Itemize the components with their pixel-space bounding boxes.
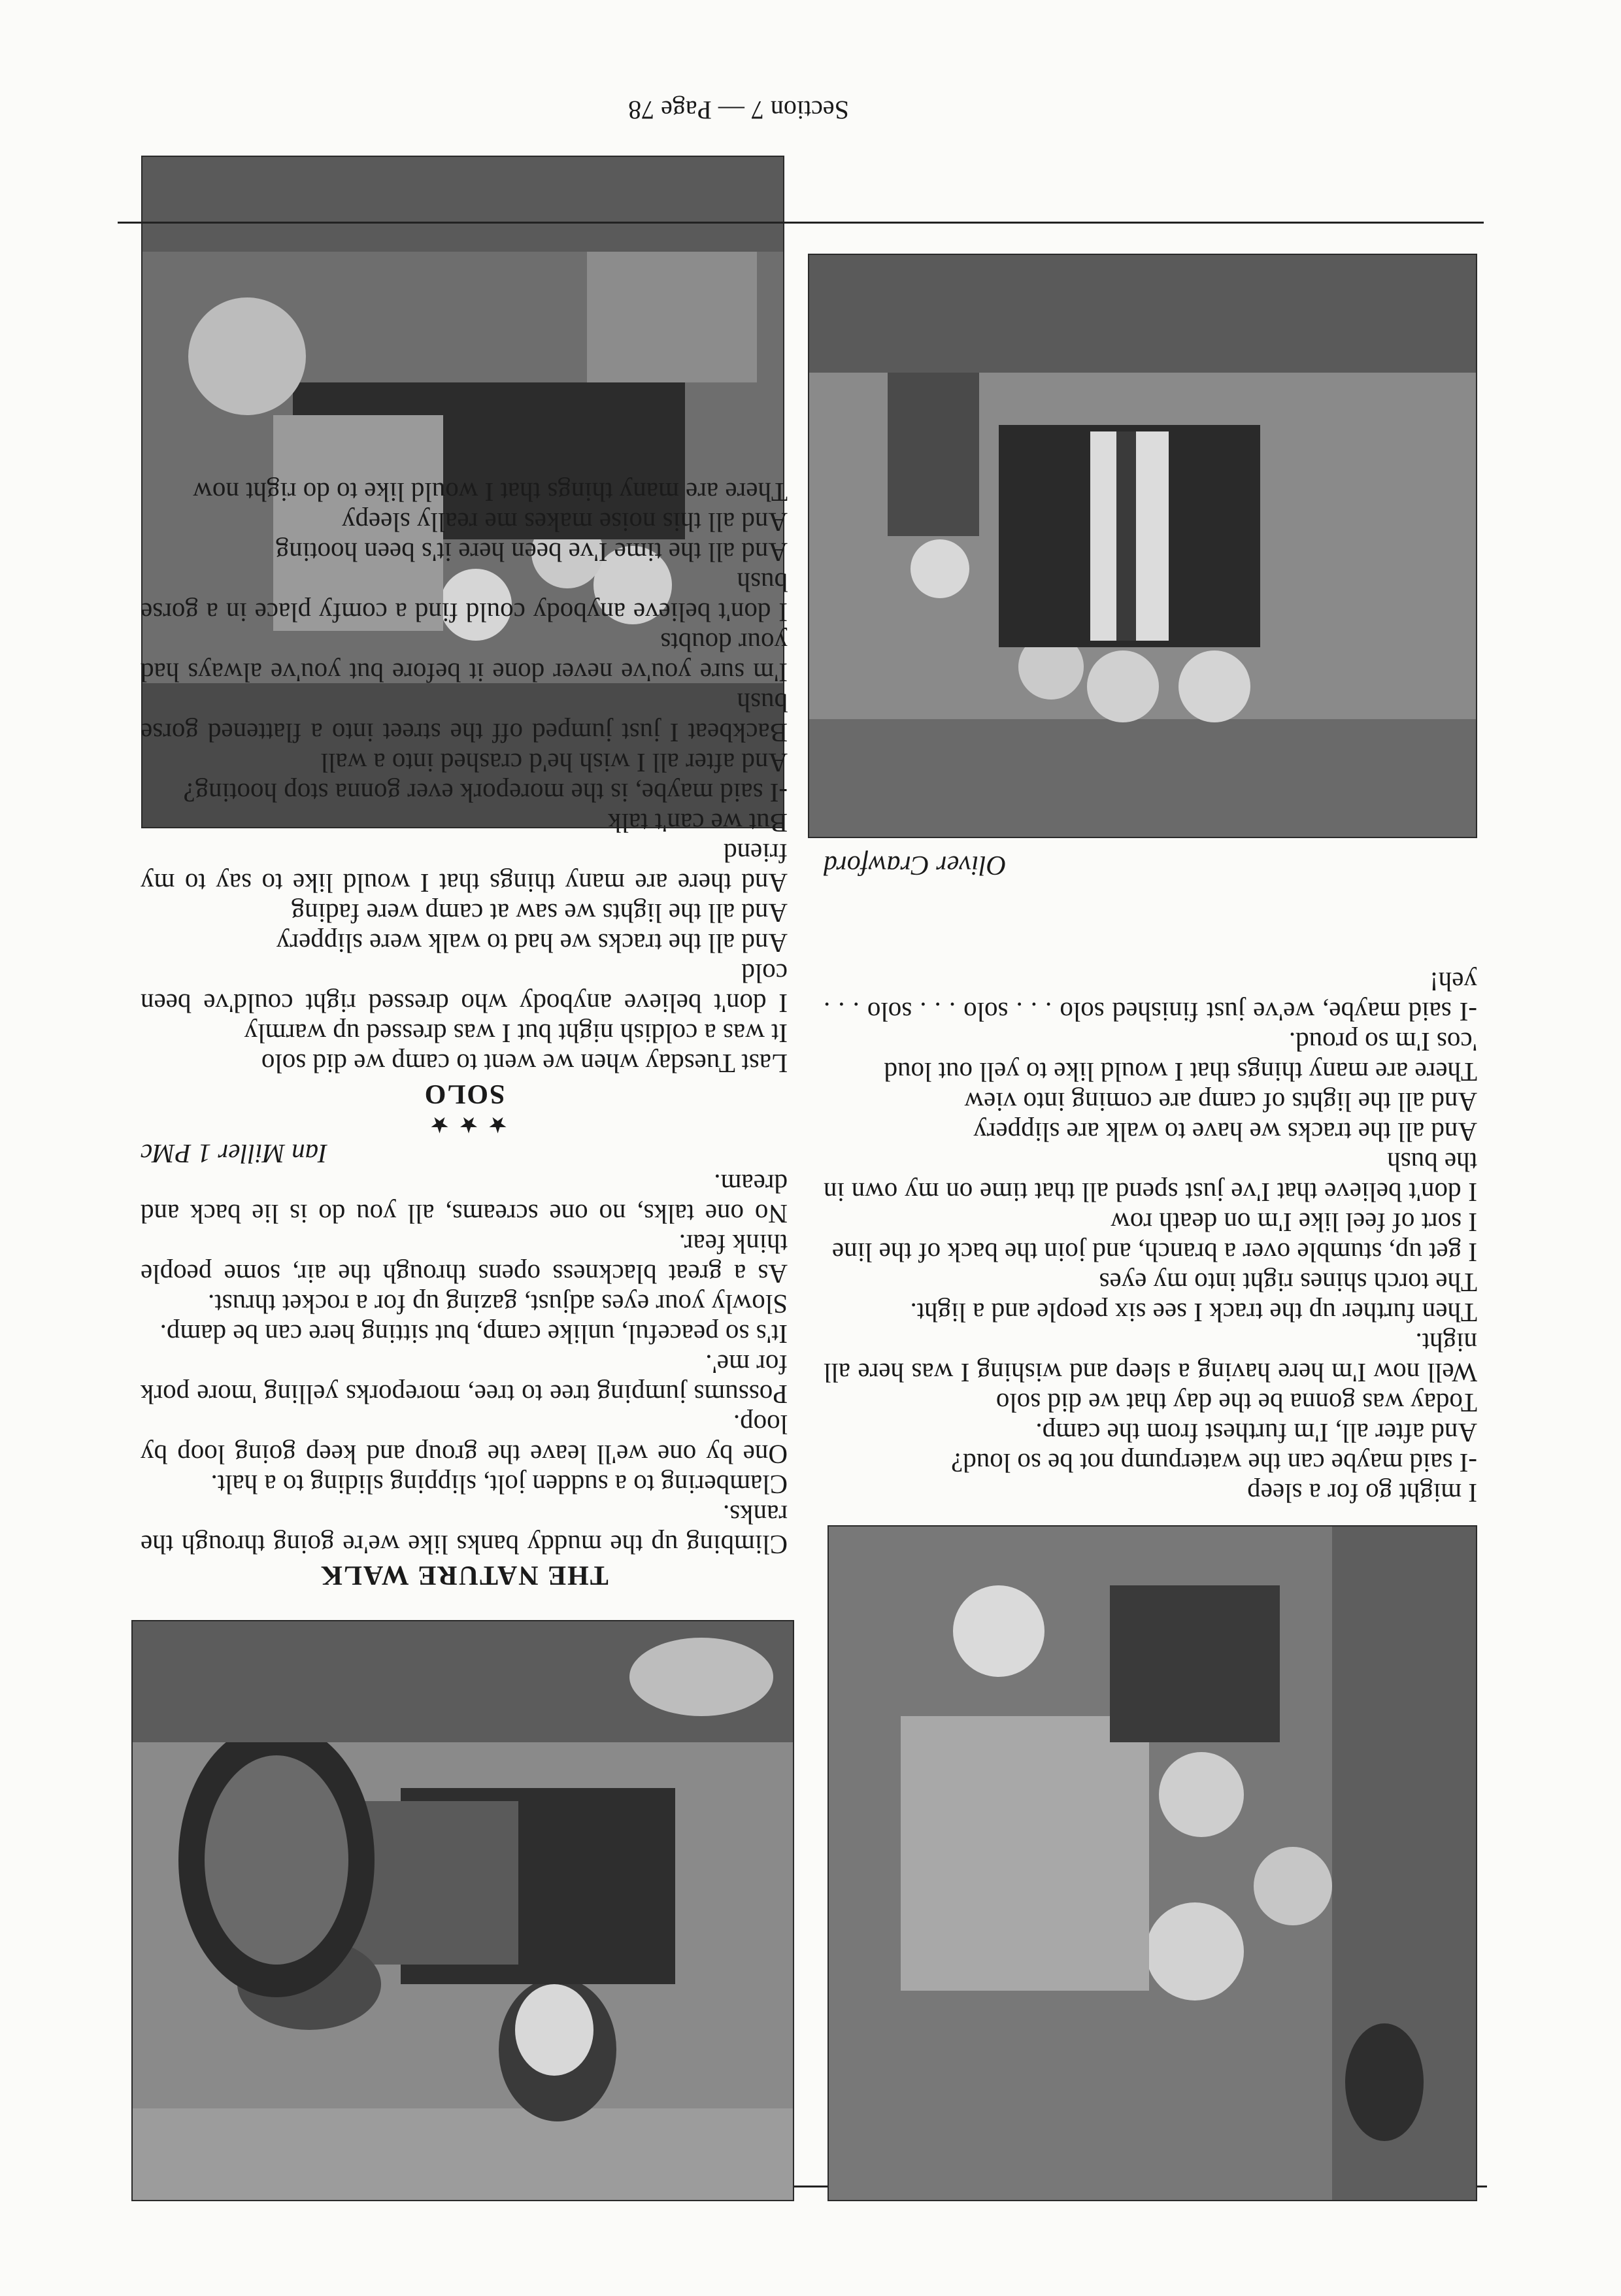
poem-line: Possums jumping tree to tree, moreporks yelling 'more pork for me'. (141, 1349, 788, 1410)
poem-line: 'cos I'm so proud. (1288, 1027, 1477, 1057)
poem-line: But we can't talk (608, 808, 788, 838)
photo-kids-bench (827, 1525, 1477, 2201)
poem-line: No one talks, no one screams, all you do is lie back and dream. (141, 1169, 788, 1229)
poem-line: One by one we'll leave the group and keep going loop by loop. (141, 1410, 788, 1470)
solo-poem-part-two (824, 967, 1477, 1508)
page-footer: Section 7 — Page 78 (628, 95, 849, 125)
section-divider: ★★★ (420, 1112, 508, 1136)
poem-line: Then further up the track I see six people and a light. (910, 1298, 1477, 1328)
poem-line: Last Tuesday when we went to camp we did solo (261, 1049, 788, 1079)
poem-line: Slowly your eyes adjust, gazing up for a rocket thrust. (207, 1289, 788, 1319)
column-right (824, 967, 1477, 1508)
poem-line: And all the lights we saw at camp were fading (291, 898, 788, 928)
poem-line: -I said maybe, is the morepork ever gonna stop hooting? (183, 778, 788, 808)
poem-line: Well now I'm here having a sleep and wishing I was here all night. (824, 1328, 1477, 1388)
poem-line: As a great blackness opens through the air, some people think fear. (141, 1229, 788, 1289)
poem-line: And all the tracks we had to walk were slippery (276, 928, 788, 958)
solo-poem-part-one (141, 477, 788, 1079)
poem-line: I get up, stumble over a branch, and join the back of the line (831, 1238, 1477, 1268)
poem-line: It's so peaceful, unlike camp, but sitting here can be damp. (159, 1319, 788, 1349)
poem-line: The torch shines right into my eyes (1099, 1268, 1477, 1298)
nature-walk-poem (141, 1169, 788, 1560)
poem-line: And all the time I've been here it's been hooting (275, 537, 788, 567)
poem-line: And all this noise makes me really sleepy (341, 507, 788, 537)
solo-title: SOLO (423, 1079, 505, 1109)
poem-line: And all the lights of camp are coming into view (964, 1087, 1477, 1117)
poem-line: I might go for a sleep (1247, 1478, 1477, 1508)
poem-line: -I said maybe, we've just finished solo . . . solo . . . solo . . . yeh! (824, 967, 1477, 1027)
poem-line: Clambering to a sudden jolt, slipping sliding to a halt. (210, 1470, 788, 1500)
poem-line: -I said maybe can the waterpump not be so loud? (951, 1448, 1477, 1478)
column-left (141, 477, 788, 1590)
poem-line: Climbing up the muddy banks like we're going through the ranks. (141, 1500, 788, 1560)
poem-line: There are many things that I would like to do right now (193, 477, 788, 507)
poem-line: I'm sure you've never done it before but you've always had your doubts (141, 628, 788, 688)
poem-line: And after all I wish he'd crashed into a wall (320, 748, 788, 778)
poem-line: Backbeat I just jumped off the street into a flattened gorse bush (141, 688, 788, 748)
poem-line: I sort of feel like I'm on death row (1111, 1207, 1477, 1238)
photo-group-standing (808, 254, 1477, 838)
poem-line: I don't believe anybody who dressed right could've been cold (141, 958, 788, 1019)
nature-walk-author: Ian Miller 1 PMc (141, 1139, 327, 1169)
bottom-rule (118, 222, 1484, 224)
photo-boy-boots (131, 1620, 794, 2201)
poem-line: I don't believe that I've just spend all that time on my own in the bush (824, 1147, 1477, 1207)
poem-line: And all the tracks we have to walk are slippery (973, 1117, 1477, 1147)
poem-line: I don't believe anybody could find a comfy place in a gorse bush (141, 567, 788, 628)
poem-line: And there are many things that I would like to say to my friend (141, 838, 788, 898)
poem-line: It was a coldish night but I was dressed up warmly (244, 1019, 788, 1049)
nature-walk-title: THE NATURE WALK (320, 1560, 609, 1590)
poem-line: And after all, I'm furthest from the camp. (1035, 1418, 1477, 1448)
poem-line: Today was gonna be the day that we did solo (995, 1388, 1477, 1418)
solo-author: Oliver Crawford (824, 850, 1007, 880)
poem-line: There are many things that I would like to yell out loud (884, 1057, 1477, 1087)
